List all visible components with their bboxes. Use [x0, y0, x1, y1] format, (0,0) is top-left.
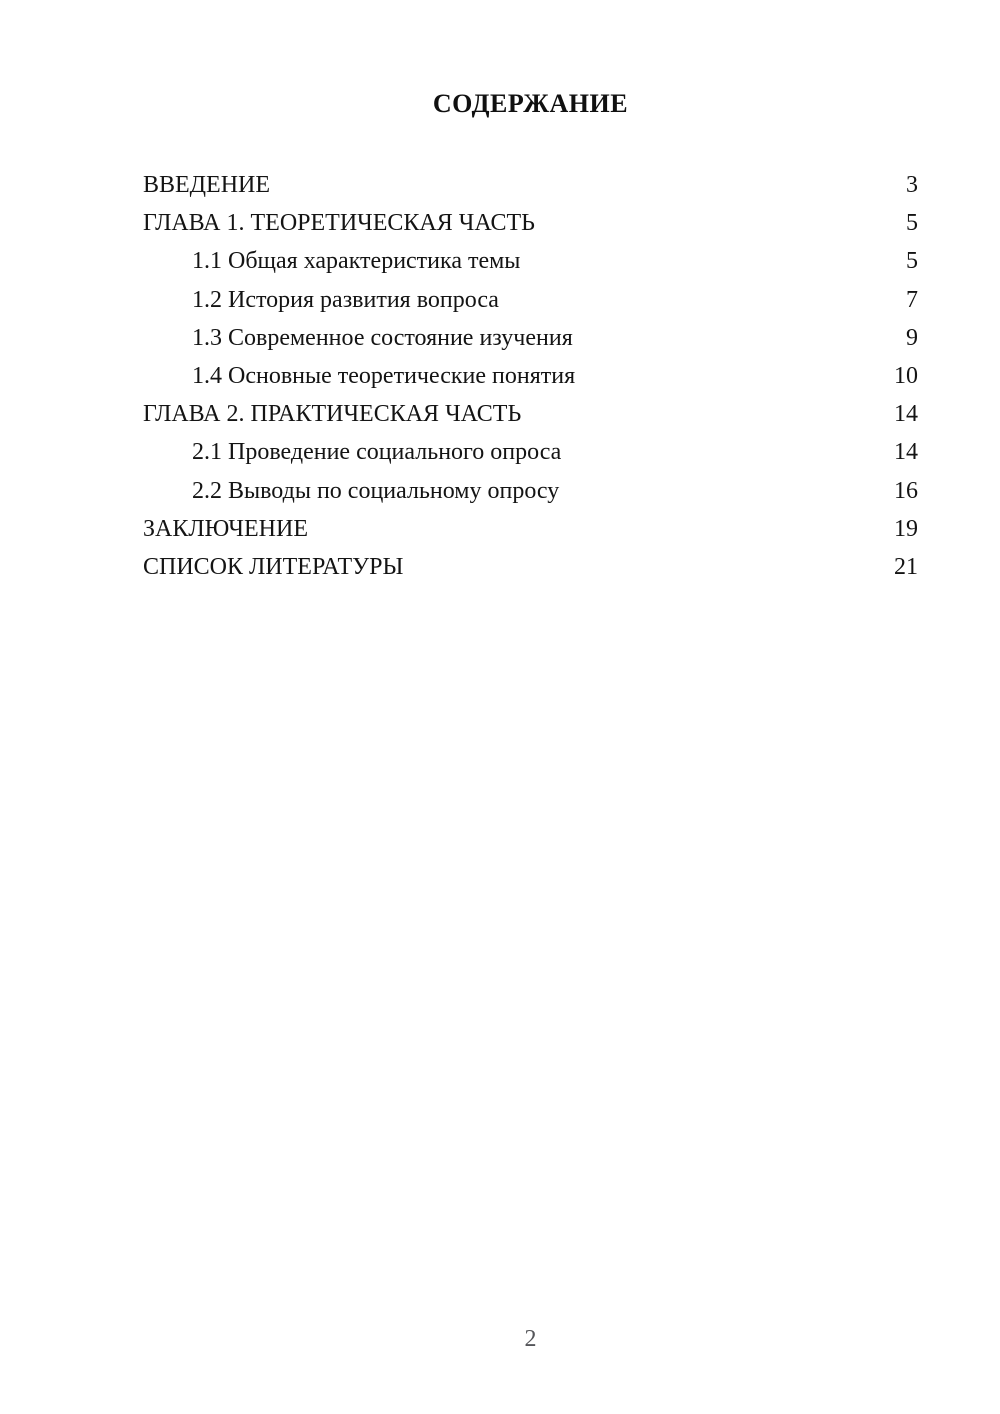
toc-row: [143, 433, 918, 471]
toc-row: [143, 204, 918, 242]
toc-entry-label: 2.1 Проведение социального опроса: [192, 439, 562, 466]
toc-entry-label: 1.3 Современное состояние изучения: [192, 324, 573, 351]
toc-entry-page-number: 9: [906, 324, 918, 351]
toc-row: [143, 395, 918, 433]
toc-row: [143, 357, 918, 395]
toc-entry-page-number: 14: [894, 439, 918, 466]
toc-entry-page-number: 19: [894, 515, 918, 542]
toc-entry-label: ГЛАВА 1. ТЕОРЕТИЧЕСКАЯ ЧАСТЬ: [143, 210, 535, 237]
toc-entry-label: 1.4 Основные теоретические понятия: [192, 363, 576, 390]
toc-entry-page-number: 10: [894, 363, 918, 390]
toc-row: [143, 472, 918, 510]
toc-row: [143, 281, 918, 319]
toc-entry-page-number: 5: [906, 248, 918, 275]
toc-entry-page-number: 5: [906, 210, 918, 237]
toc-entry-label: ЗАКЛЮЧЕНИЕ: [143, 515, 308, 542]
toc-entry-label: 1.1 Общая характеристика темы: [192, 248, 521, 275]
page-content: [143, 88, 918, 586]
toc-entry-page-number: 16: [894, 477, 918, 504]
toc-entry-label: 1.2 История развития вопроса: [192, 286, 499, 313]
toc-entry-label: ГЛАВА 2. ПРАКТИЧЕСКАЯ ЧАСТЬ: [143, 401, 522, 428]
toc-entry-page-number: 3: [906, 172, 918, 198]
toc-row: [143, 166, 918, 204]
toc-entry-label: СПИСОК ЛИТЕРАТУРЫ: [143, 554, 404, 581]
toc-entry-page-number: 21: [894, 554, 918, 581]
table-of-contents: [143, 166, 918, 586]
toc-row: [143, 510, 918, 548]
page-title: СОДЕРЖАНИЕ: [432, 89, 629, 118]
toc-row: [143, 319, 918, 357]
toc-entry-label: ВВЕДЕНИЕ: [143, 172, 271, 198]
toc-row: [143, 242, 918, 280]
footer-page-number: 2: [524, 1326, 537, 1352]
toc-entry-page-number: 7: [906, 286, 918, 313]
toc-row: [143, 548, 918, 586]
toc-entry-label: 2.2 Выводы по социальному опросу: [192, 477, 560, 504]
toc-entry-page-number: 14: [894, 401, 918, 428]
